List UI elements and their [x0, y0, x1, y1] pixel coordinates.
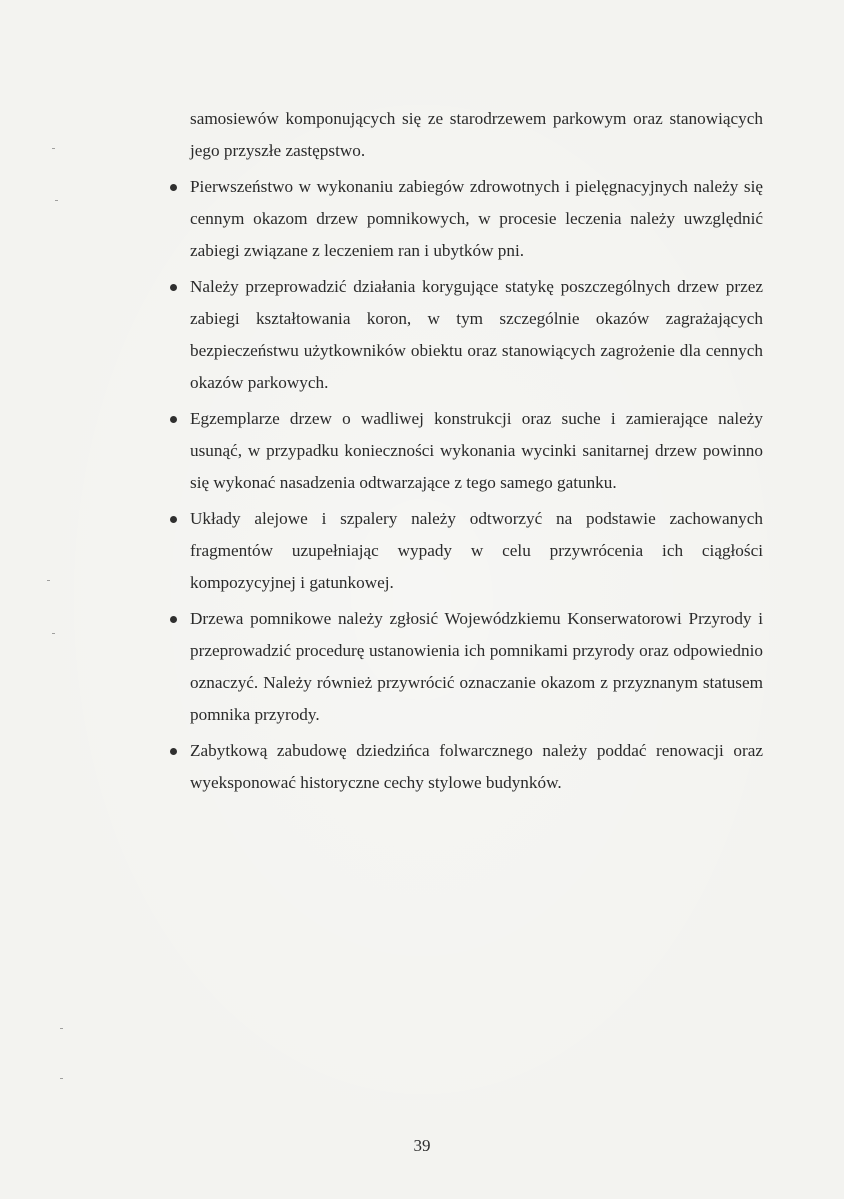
bullet-dot-icon [170, 748, 177, 755]
bullet-item [190, 171, 763, 267]
bullet-dot-icon [170, 284, 177, 291]
scan-speck [47, 580, 50, 581]
scan-speck [60, 1078, 63, 1079]
bullet-item [190, 271, 763, 399]
bullet-text: Pierwszeństwo w wykonaniu zabiegów zdrowotnych i pielęgnacyjnych należy się cennym okazom drzew pomnikowych, w procesie leczenia należy uwzględnić zabiegi związane z leczeniem ran i ubytków pni. [190, 177, 763, 260]
body-text [190, 103, 763, 803]
bullet-dot-icon [170, 616, 177, 623]
scan-speck [55, 200, 58, 201]
scan-speck [52, 148, 55, 149]
bullet-text: Zabytkową zabudowę dziedzińca folwarcznego należy poddać renowacji oraz wyeksponować historyczne cechy stylowe budynków. [190, 741, 763, 792]
continuation-paragraph: samosiewów komponujących się ze starodrzewem parkowym oraz stanowiących jego przyszłe zastępstwo. [190, 109, 763, 160]
bullet-dot-icon [170, 416, 177, 423]
bullet-item [190, 503, 763, 599]
bullet-item [190, 403, 763, 499]
page-number: 39 [413, 1136, 431, 1155]
bullet-item [190, 735, 763, 799]
bullet-dot-icon [170, 516, 177, 523]
bullet-dot-icon [170, 184, 177, 191]
bullet-text: Układy alejowe i szpalery należy odtworzyć na podstawie zachowanych fragmentów uzupełniając wypady w celu przywrócenia ich ciągłości kompozycyjnej i gatunkowej. [190, 509, 763, 592]
bullet-text: Należy przeprowadzić działania korygujące statykę poszczególnych drzew przez zabiegi kształtowania koron, w tym szczególnie okazów zagrażających bezpieczeństwu użytkowników obiektu oraz stanowiących zagrożenie dla cennych okazów parkowych. [190, 277, 763, 392]
scan-speck [60, 1028, 63, 1029]
scan-speck [52, 633, 55, 634]
bullet-text: Drzewa pomnikowe należy zgłosić Wojewódzkiemu Konserwatorowi Przyrody i przeprowadzić procedurę ustanowienia ich pomnikami przyrody oraz odpowiednio oznaczyć. Należy również przywrócić oznaczanie okazom z przyznanym statusem pomnika przyrody. [190, 609, 763, 724]
bullet-text: Egzemplarze drzew o wadliwej konstrukcji oraz suche i zamierające należy usunąć, w przypadku konieczności wykonania wycinki sanitarnej drzew powinno się wykonać nasadzenia odtwarzające z tego samego gatunku. [190, 409, 763, 492]
bullet-item [190, 603, 763, 731]
